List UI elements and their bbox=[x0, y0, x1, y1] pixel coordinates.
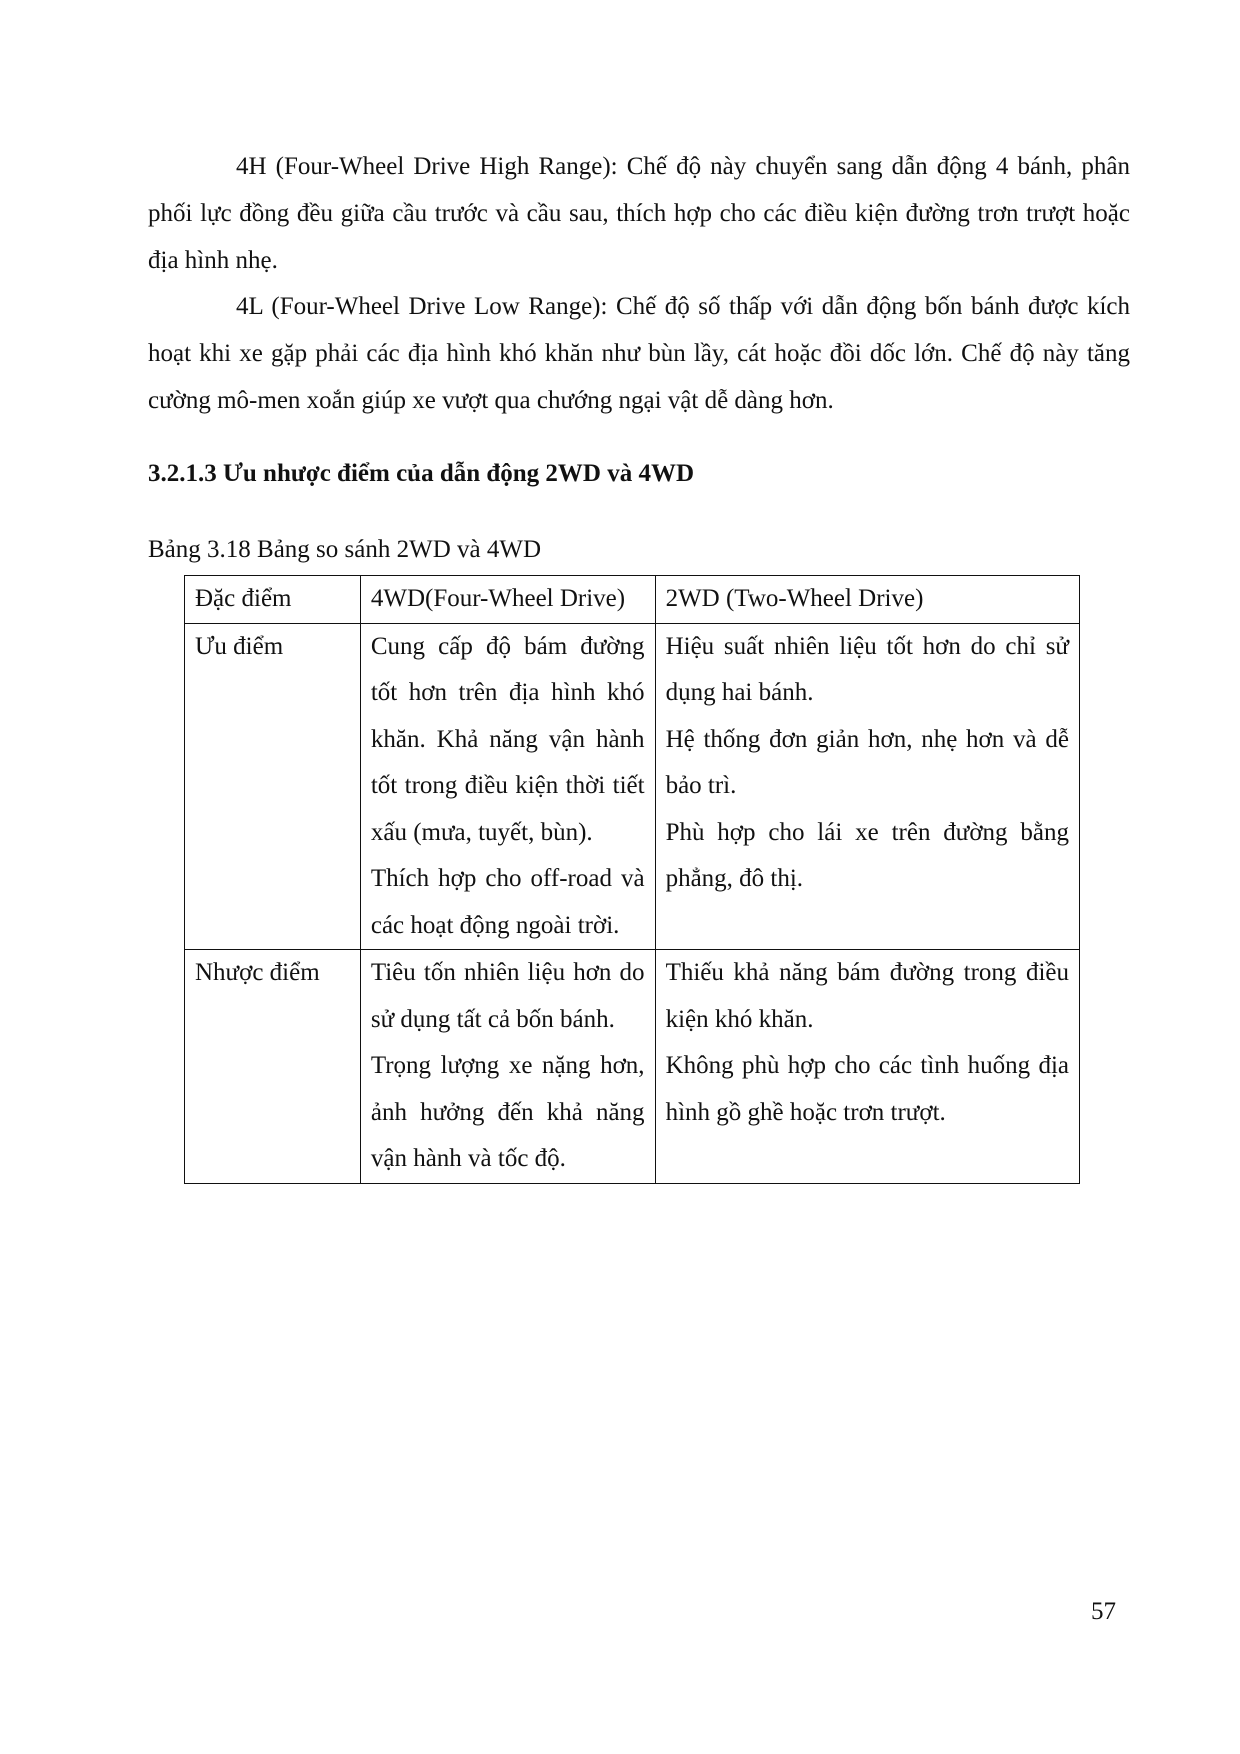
disadvantages-2wd-cell bbox=[655, 950, 1079, 1184]
disadvantage-4wd-line: Tiêu tốn nhiên liệu hơn do sử dụng tất cả bốn bánh. bbox=[370, 959, 645, 1033]
advantage-2wd-line: Phù hợp cho lái xe trên đường bằng phẳng, đô thị. bbox=[665, 818, 1069, 892]
disadvantage-2wd-line: Không phù hợp cho các tình huống địa hình gồ ghề hoặc trơn trượt. bbox=[665, 1052, 1069, 1126]
comparison-table bbox=[184, 575, 1080, 1184]
disadvantages-4wd-cell bbox=[360, 950, 655, 1184]
table-header-row bbox=[185, 576, 1080, 624]
paragraph-4l-mode: 4L (Four-Wheel Drive Low Range): Chế độ số thấp với dẫn động bốn bánh được kích hoạt khi xe gặp phải các địa hình khó khăn như bùn lầy, cát hoặc đồi dốc lớn. Chế độ này tăng cường mô-men xoắn giúp xe vượt qua chướng ngại vật dễ dàng hơn. bbox=[148, 293, 1130, 414]
header-feature: Đặc điểm bbox=[185, 576, 361, 624]
advantages-2wd-cell bbox=[655, 623, 1079, 950]
row-label-advantages: Ưu điểm bbox=[185, 623, 361, 950]
disadvantage-2wd-line: Thiếu khả năng bám đường trong điều kiện khó khăn. bbox=[665, 959, 1069, 1033]
table-caption: Bảng 3.18 Bảng so sánh 2WD và 4WD bbox=[148, 536, 541, 563]
table-row-advantages bbox=[185, 623, 1080, 950]
advantage-2wd-line: Hiệu suất nhiên liệu tốt hơn do chỉ sử dụng hai bánh. bbox=[665, 632, 1069, 706]
table-row-disadvantages bbox=[185, 950, 1080, 1184]
header-4wd: 4WD(Four-Wheel Drive) bbox=[360, 576, 655, 624]
disadvantage-4wd-line: Trọng lượng xe nặng hơn, ảnh hưởng đến khả năng vận hành và tốc độ. bbox=[370, 1052, 645, 1172]
advantage-4wd-line: Cung cấp độ bám đường tốt hơn trên địa hình khó khăn. Khả năng vận hành tốt trong điều kiện thời tiết xấu (mưa, tuyết, bùn). bbox=[370, 632, 645, 846]
header-2wd: 2WD (Two-Wheel Drive) bbox=[655, 576, 1079, 624]
advantage-4wd-line: Thích hợp cho off-road và các hoạt động ngoài trời. bbox=[370, 865, 645, 939]
paragraph-4h-mode: 4H (Four-Wheel Drive High Range): Chế độ này chuyển sang dẫn động 4 bánh, phân phối lực đồng đều giữa cầu trước và cầu sau, thích hợp cho các điều kiện đường trơn trượt hoặc địa hình nhẹ. bbox=[148, 153, 1130, 274]
row-label-disadvantages: Nhược điểm bbox=[185, 950, 361, 1184]
advantage-2wd-line: Hệ thống đơn giản hơn, nhẹ hơn và dễ bảo trì. bbox=[665, 725, 1069, 799]
page-number: 57 bbox=[1091, 1598, 1116, 1625]
section-heading: 3.2.1.3 Ưu nhược điểm của dẫn động 2WD và 4WD bbox=[148, 460, 695, 487]
advantages-4wd-cell bbox=[360, 623, 655, 950]
